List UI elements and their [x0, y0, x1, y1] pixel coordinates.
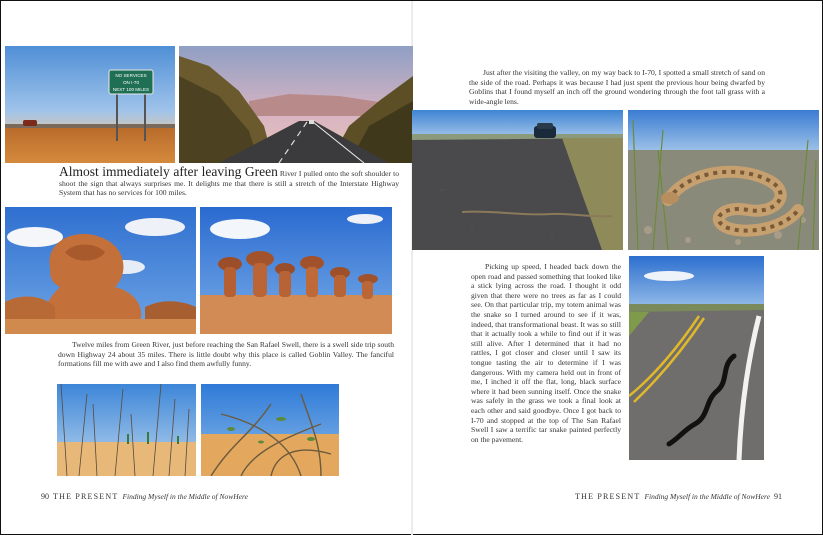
- photo-grass-stalks: [57, 384, 196, 476]
- photo-road-snake-car: [412, 110, 623, 250]
- sand-stretch-text: Just after the visiting the valley, on my way back to I-70, I spotted a small stretch of sand on the side of the road. Perhaps it was because I had just spent the previous hour being dwarfed by Goblins that I found myself an inch off the ground wondering through the foot tall grass with a wide-angle lens.: [469, 68, 765, 106]
- right-page-number: 91: [773, 492, 782, 501]
- left-intro-paragraph: [59, 164, 399, 198]
- photo-hoodoo-field: [200, 207, 392, 334]
- headline-lead: Almost immediately after leaving Green: [59, 164, 278, 179]
- photo-highway-canyon: [179, 46, 413, 163]
- goblin-valley-text: Twelve miles from Green River, just before reaching the San Rafael Swell, there is a swell side trip south down Highway 24 about 35 miles. There is little doubt why this place is called Goblin Valley. The fanciful formations fill me with awe and I also find them awfully funny.: [58, 340, 394, 369]
- left-book-title: Finding Myself in the Middle of NowHere: [122, 492, 248, 501]
- snake-story-text: Picking up speed, I headed back down the open road and passed something that looked like a stick lying across the road. I thought it odd given that there were no trees as far as I could see. On that particular trip, my totem animal was the snake so I turned around to see if it was, indeed, that transformational beast. It was so still that it actually took a while to find out if it was still alive. After I determined that it had no rattles, I got closer and closer until I saw its tongue tasting the air to determine if I was dangerous. With my camera held out in front of me, I inched it off the flat, long, black surface where it had been sunning itself. Once the snake was safely in the grass we took a final look at each other and said goodbye. Once I got back to I-70 and stopped at the top of The San Rafael Swell I saw a terrific tar snake painted perfectly on the pavement.: [471, 262, 621, 444]
- photo-dry-branches: [201, 384, 339, 476]
- left-page-footer: [41, 492, 248, 501]
- photo-tar-snake-road: [629, 256, 764, 460]
- sign-line-2: ON I-70: [122, 80, 140, 85]
- photo-snake-in-grass: [628, 110, 819, 250]
- sign-line-3: NEXT 100 MILES: [112, 87, 150, 92]
- left-paragraph-goblin-valley: [58, 340, 394, 369]
- headline-rest: River I pulled onto the soft shoulder to shoot the sign that always surprises me. It delights me that there is still a stretch of the Interstate Highway System that has no services for 100 miles.: [59, 169, 399, 198]
- photo-no-services-sign: [5, 46, 175, 163]
- right-paragraph-snake-story: [471, 262, 621, 444]
- left-page-number: 90: [41, 492, 49, 501]
- right-page-footer: [571, 492, 782, 501]
- right-section-name: THE PRESENT: [575, 492, 641, 501]
- sign-line-1: NO SERVICES: [115, 73, 147, 78]
- right-paragraph-sand-stretch: [469, 68, 765, 106]
- right-book-title: Finding Myself in the Middle of NowHere: [644, 492, 770, 501]
- photo-goblin-rock: [5, 207, 196, 334]
- left-section-name: THE PRESENT: [53, 492, 119, 501]
